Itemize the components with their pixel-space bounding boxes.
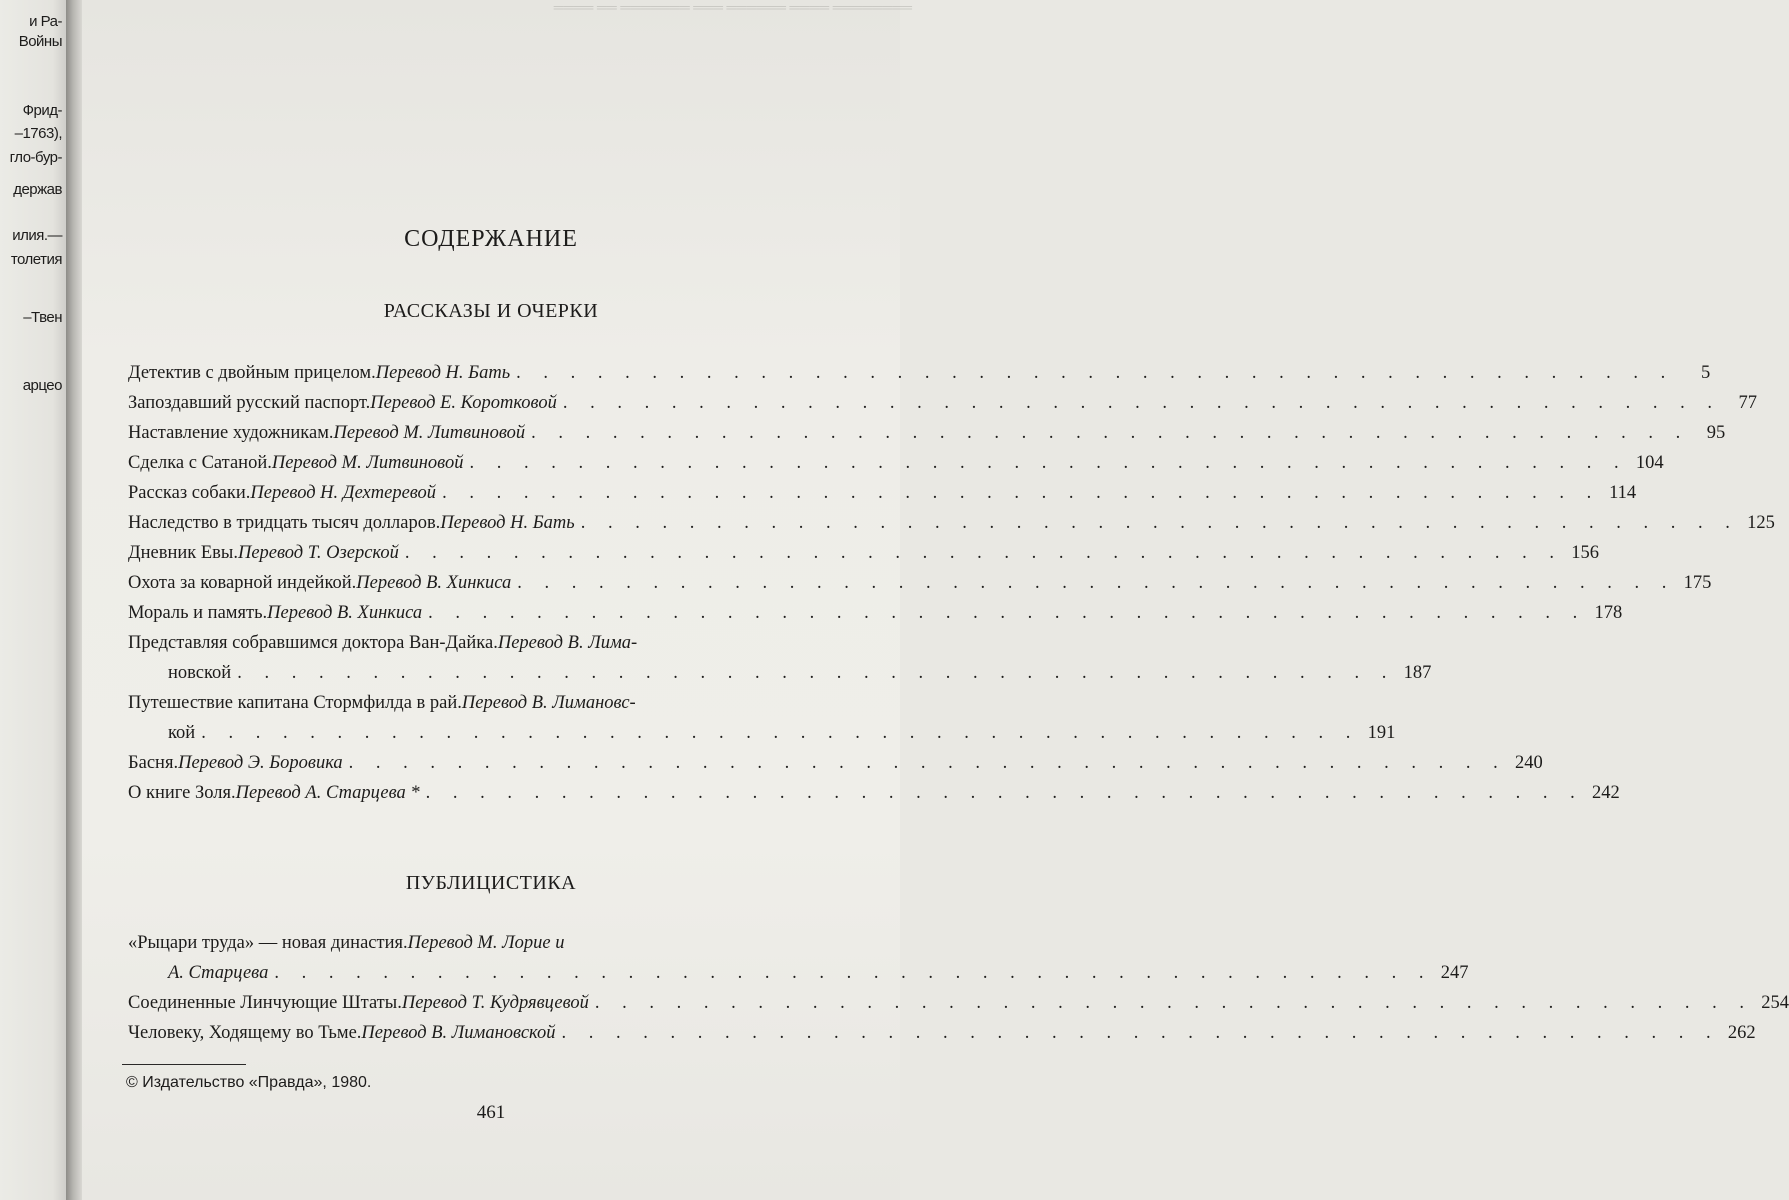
toc-entry-page: 104 [1635, 453, 1664, 473]
toc-entry-title: Представляя собравшимся доктора Ван-Дайка. [128, 633, 498, 653]
toc-entry-translator: Перевод В. Лимановской [361, 1023, 556, 1043]
toc-entry-page: 77 [1738, 393, 1757, 413]
toc-entry-translator: Перевод Н. Дехтеревой [250, 483, 437, 503]
page-number: 461 [476, 1102, 506, 1123]
left-page-fragment: Фрид- [22, 102, 62, 119]
toc-entry [128, 928, 798, 958]
book-gutter [66, 0, 82, 1200]
publicism-toc [128, 928, 1789, 1048]
toc-entry-title: Человеку, Ходящему во Тьме. [128, 1023, 362, 1043]
left-page-fragment: –Твен [23, 309, 62, 326]
left-page-fragment: Войны [18, 33, 62, 50]
toc-entry-title: Наследство в тридцать тысяч долларов. [128, 513, 441, 533]
show-through-text: ════════ ════ ══════ ═══ ═══════ ══ ════ [553, 1, 912, 16]
toc-entry-title: Наставление художникам. [128, 423, 334, 443]
toc-entry-continuation: новской [168, 663, 232, 683]
leader-dots: . . . . . . . . . . . . . . . . . . . . . . . . . . . . . . . . . . . . . . . . . . . [237, 663, 1396, 683]
toc-entry-page: 187 [1403, 663, 1432, 683]
leader-dots: . . . . . . . . . . . . . . . . . . . . . . . . . . . . . . . . . . . . . . . . . . . [348, 753, 1507, 773]
toc-entry-translator: Перевод Н. Бать [375, 363, 511, 383]
leader-dots: . . . . . . . . . . . . . . . . . . . . . . . . . . . . . . . . . . . . . . . . . . . [469, 453, 1628, 473]
toc-entry-translator: Перевод М. Литвиновой [271, 453, 464, 473]
toc-entry-page: 240 [1515, 753, 1543, 773]
toc-entry-title: Соединенные Линчующие Штаты. [128, 993, 402, 1013]
toc-entry [128, 628, 798, 658]
leader-dots: . . . . . . . . . . . . . . . . . . . . . . . . . . . . . . . . . . . . . . . . . . . [580, 513, 1739, 533]
leader-dots: . . . . . . . . . . . . . . . . . . . . . . . . . . . . . . . . . . . . . . . . . . . [404, 543, 1563, 563]
leader-dots: . . . . . . . . . . . . . . . . . . . . . . . . . . . . . . . . . . . . . . . . . . . [531, 423, 1690, 443]
toc-entry-title: Рассказ собаки. [128, 483, 251, 503]
toc-entry [128, 538, 1599, 568]
toc-entry [128, 688, 798, 718]
toc-entry-translator: Перевод Н. Бать [440, 513, 575, 533]
toc-entry [128, 598, 1623, 628]
leader-dots: . . . . . . . . . . . . . . . . . . . . . . . . . . . . . . . . . . . . . . . . . . . [425, 783, 1584, 803]
toc-entry-title: О книге Золя. [128, 783, 236, 803]
toc-entry-page: 247 [1440, 963, 1469, 983]
toc-entry [128, 388, 1757, 418]
toc-entry [128, 478, 1637, 508]
toc-entry-translator: Перевод Э. Боровика [178, 753, 343, 773]
toc-entry-title: «Рыцари труда» — новая династия. [128, 933, 408, 953]
toc-entry-translator: Перевод М. Лорие и [407, 933, 565, 953]
toc-entry-translator: Перевод Е. Коротковой [370, 393, 557, 413]
left-page-fragment: гло-бур- [9, 149, 62, 166]
toc-entry-title: Детектив с двойным прицелом. [128, 363, 376, 383]
toc-entry [128, 358, 1711, 388]
toc-entry-page: 178 [1594, 603, 1623, 623]
leader-dots: . . . . . . . . . . . . . . . . . . . . . . . . . . . . . . . . . . . . . . . . . . . [428, 603, 1587, 623]
toc-entry-translator: Перевод В. Лимановс- [461, 693, 636, 713]
toc-entry-page: 95 [1706, 423, 1726, 443]
toc-entry [128, 508, 1775, 538]
toc-entry-page: 114 [1609, 483, 1637, 503]
toc-entry [128, 568, 1712, 598]
toc-entry-page: 175 [1683, 573, 1712, 593]
leader-dots: . . . . . . . . . . . . . . . . . . . . . . . . . . . . . . . . . . . . . . . . . . . [442, 483, 1601, 503]
copyright-notice: © Издательство «Правда», 1980. [126, 1074, 372, 1091]
toc-entry-page: 242 [1591, 783, 1620, 803]
toc-entry-continuation-line [128, 718, 1396, 748]
left-page-fragment: толетия [10, 251, 62, 268]
leader-dots: . . . . . . . . . . . . . . . . . . . . . . . . . . . . . . . . . . . . . . . . . . . [594, 993, 1753, 1013]
toc-entry-title: Сделка с Сатаной. [128, 453, 272, 473]
toc-entry-translator: Перевод В. Лима- [497, 633, 638, 653]
contents-page [82, 0, 1789, 1200]
footnote-rule [122, 1064, 246, 1065]
toc-entry [128, 418, 1726, 448]
left-page-fragment: и Ра- [29, 13, 62, 30]
stories-toc [128, 358, 1775, 808]
toc-entry [128, 448, 1664, 478]
toc-entry-title: Мораль и память. [128, 603, 268, 623]
toc-entry-continuation-line [128, 658, 1432, 688]
section-title-publicism: ПУБЛИЦИСТИКА [405, 872, 577, 894]
facing-page-fragment [0, 0, 66, 1200]
toc-entry-title: Запоздавший русский паспорт. [128, 393, 371, 413]
toc-entry-continuation: А. Старцева [168, 963, 269, 983]
toc-entry-page: 262 [1727, 1023, 1756, 1043]
toc-entry-title: Охота за коварной индейкой. [128, 573, 357, 593]
toc-entry-page: 5 [1701, 363, 1711, 383]
leader-dots: . . . . . . . . . . . . . . . . . . . . . . . . . . . . . . . . . . . . . . . . . . . [201, 723, 1360, 743]
toc-entry-page: 254 [1761, 993, 1789, 1013]
toc-entry-translator: Перевод В. Хинкиса [267, 603, 423, 623]
toc-entry-continuation: кой [168, 723, 196, 743]
toc-entry-continuation-line [128, 958, 1469, 988]
left-page-fragment: илия.— [12, 227, 62, 244]
toc-entry-translator: Перевод Т. Озерской [237, 543, 399, 563]
toc-entry-translator: Перевод Т. Кудрявцевой [401, 993, 589, 1013]
toc-entry [128, 1018, 1756, 1048]
toc-entry [128, 748, 1543, 778]
toc-entry-title: Дневник Евы. [128, 543, 238, 563]
toc-entry-translator: Перевод А. Старцева * [235, 783, 420, 803]
toc-entry-translator: Перевод М. Литвиновой [333, 423, 526, 443]
toc-entry-translator: Перевод В. Хинкиса [356, 573, 512, 593]
section-title-stories: РАССКАЗЫ И ОЧЕРКИ [383, 300, 599, 322]
toc-entry-title: Путешествие капитана Стормфилда в рай. [128, 693, 462, 713]
leader-dots: . . . . . . . . . . . . . . . . . . . . . . . . . . . . . . . . . . . . . . . . . . . [517, 573, 1676, 593]
left-page-fragment: арцео [22, 377, 62, 394]
leader-dots: . . . . . . . . . . . . . . . . . . . . . . . . . . . . . . . . . . . . . . . . . . . [274, 963, 1433, 983]
leader-dots: . . . . . . . . . . . . . . . . . . . . . . . . . . . . . . . . . . . . . . . . . . . [516, 363, 1675, 383]
toc-entry-page: 191 [1367, 723, 1396, 743]
contents-title: СОДЕРЖАНИЕ [404, 226, 578, 252]
toc-entry-title: Басня. [128, 753, 179, 773]
leader-dots: . . . . . . . . . . . . . . . . . . . . . . . . . . . . . . . . . . . . . . . . . . . [561, 1023, 1720, 1043]
left-page-fragment: –1763), [14, 125, 62, 142]
toc-entry-page: 125 [1747, 513, 1775, 533]
toc-entry [128, 778, 1620, 808]
leader-dots: . . . . . . . . . . . . . . . . . . . . . . . . . . . . . . . . . . . . . . . . . . . [562, 393, 1721, 413]
left-page-fragment: держав [13, 181, 62, 198]
toc-entry [128, 988, 1789, 1018]
toc-entry-page: 156 [1571, 543, 1599, 563]
